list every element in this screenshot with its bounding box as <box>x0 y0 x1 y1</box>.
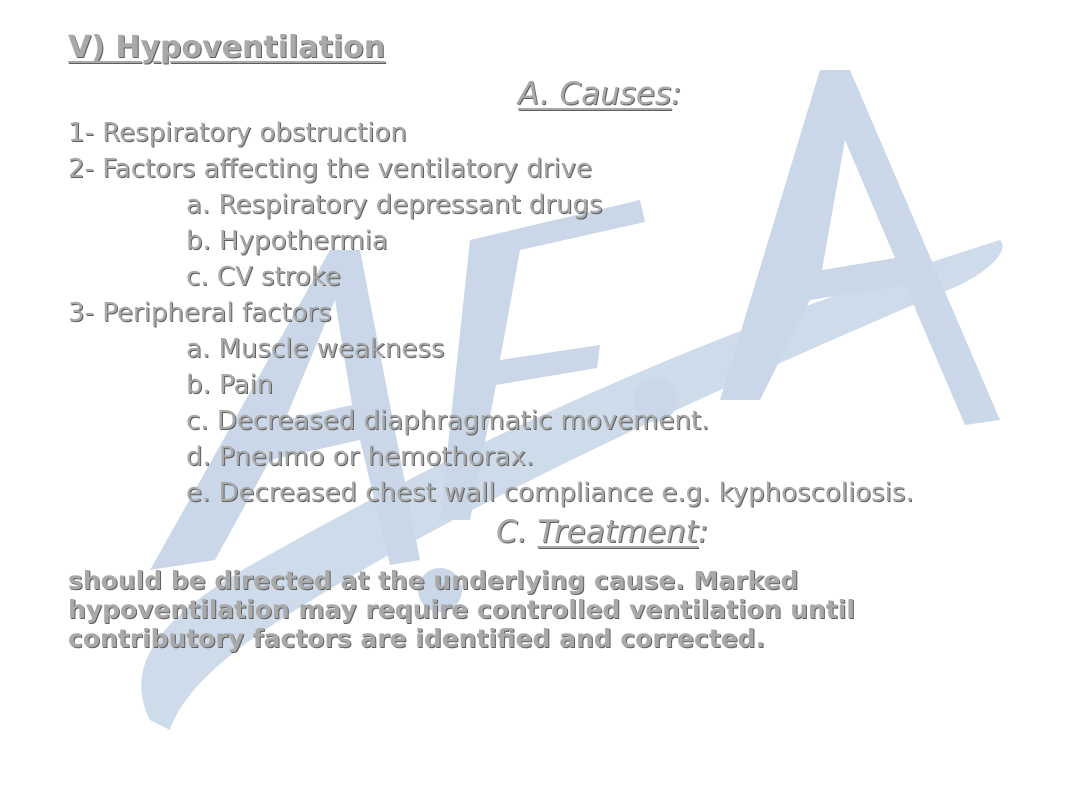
cause-subitem-2a: a. Respiratory depressant drugs <box>186 190 603 220</box>
cause-subitem-3a: a. Muscle weakness <box>186 334 445 364</box>
causes-heading <box>518 76 682 112</box>
treatment-heading <box>496 514 708 550</box>
treatment-paragraph: should be directed at the underlying cause. Marked hypoventilation may require controlled ventilation until contributory factors are identified and corrected. <box>68 566 855 653</box>
cause-subitem-3b: b. Pain <box>186 370 274 400</box>
cause-item-2: 2- Factors affecting the ventilatory drive <box>68 154 592 184</box>
treatment-heading-text: Treatment <box>537 514 698 550</box>
cause-item-1: 1- Respiratory obstruction <box>68 118 407 148</box>
causes-heading-text: A. Causes <box>518 76 672 112</box>
cause-subitem-2c: c. CV stroke <box>186 262 341 292</box>
cause-subitem-3e: e. Decreased chest wall compliance e.g. kyphoscoliosis. <box>186 478 914 508</box>
cause-item-3: 3- Peripheral factors <box>68 298 332 328</box>
cause-subitem-3d: d. Pneumo or hemothorax. <box>186 442 535 472</box>
page-title: V) Hypoventilation <box>68 30 386 65</box>
causes-heading-suffix: : <box>671 76 682 112</box>
treatment-heading-suffix: : <box>697 514 709 550</box>
cause-subitem-2b: b. Hypothermia <box>186 226 388 256</box>
cause-subitem-3c: c. Decreased diaphragmatic movement. <box>186 406 710 436</box>
treatment-heading-prefix: C. <box>496 514 538 550</box>
